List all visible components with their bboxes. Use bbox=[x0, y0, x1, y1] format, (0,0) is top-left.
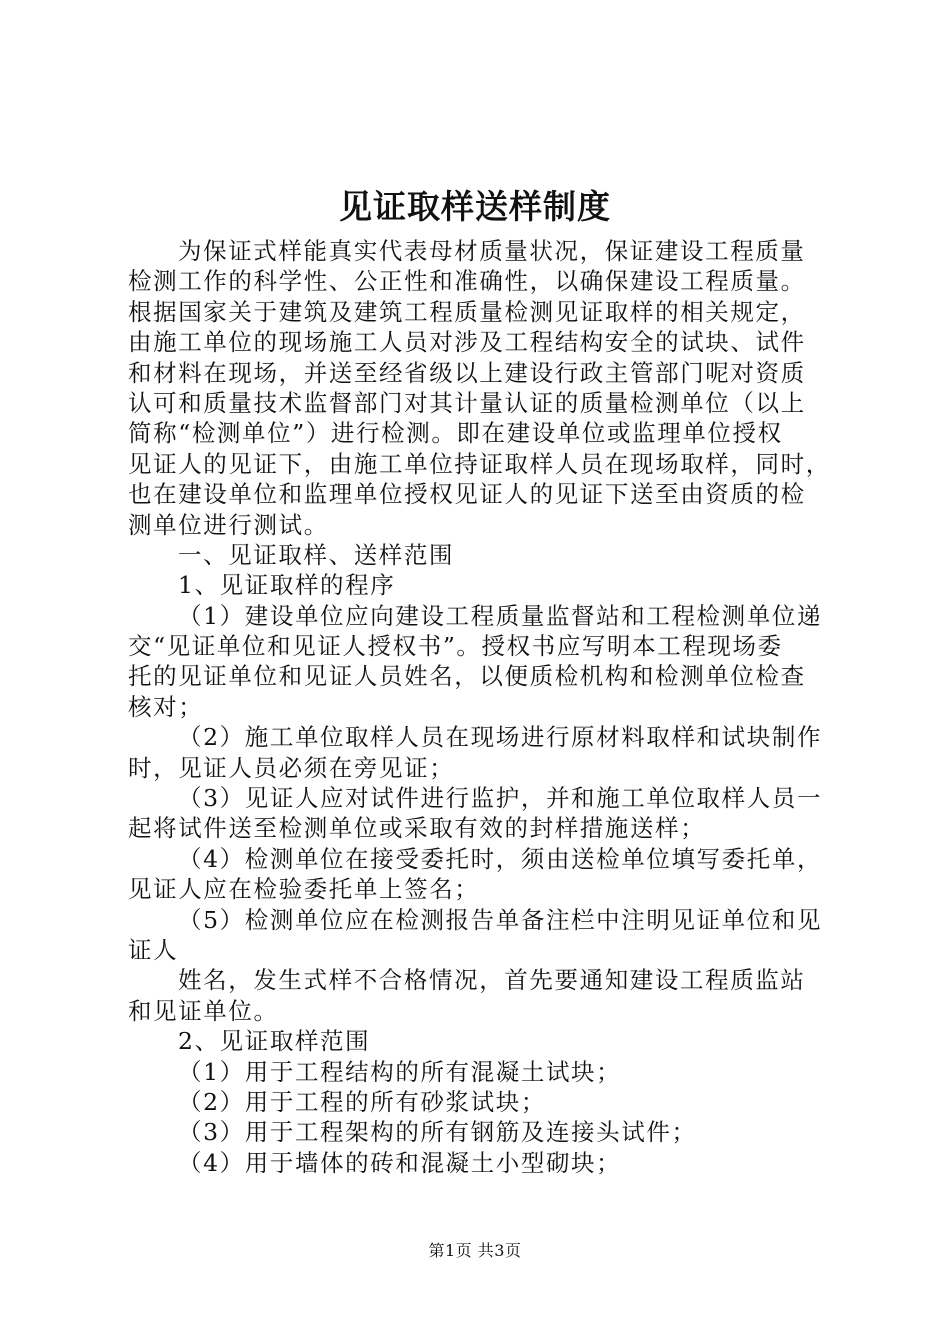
list-item-line: （4）用于墙体的砖和混凝土小型砌块； bbox=[178, 1148, 622, 1177]
list-item-line: （5）检测单位应在检测报告单备注栏中注明见证单位和见 bbox=[178, 905, 823, 934]
paragraph-line: 和材料在现场，并送至经省级以上建设行政主管部门呢对资质 bbox=[128, 358, 806, 387]
paragraph-line: 简称“检测单位”）进行检测。即在建设单位或监理单位授权 bbox=[128, 419, 783, 448]
paragraph-line: 由施工单位的现场施工人员对涉及工程结构安全的试块、试件 bbox=[128, 328, 806, 357]
list-item-line: （2）用于工程的所有砂浆试块； bbox=[178, 1087, 546, 1116]
list-item-line: （3）见证人应对试件进行监护，并和施工单位取样人员一 bbox=[178, 784, 823, 813]
list-item-line: （3）用于工程架构的所有钢筋及连接头试件； bbox=[178, 1118, 697, 1147]
list-item-line: 证人 bbox=[128, 935, 179, 964]
list-item-line: 托的见证单位和见证人员姓名，以便质检机构和检测单位检查 bbox=[128, 662, 806, 691]
list-item-line: （4）检测单位在接受委托时，须由送检单位填写委托单， bbox=[178, 844, 823, 873]
subsection-heading: 1、见证取样的程序 bbox=[178, 571, 396, 600]
document-title: 见证取样送样制度 bbox=[339, 187, 611, 226]
page-footer: 第1页 共3页 bbox=[428, 1241, 522, 1260]
paragraph-line: 根据国家关于建筑及建筑工程质量检测见证取样的相关规定， bbox=[128, 297, 806, 326]
list-item-line: 核对； bbox=[128, 692, 204, 721]
list-item-line: 见证人应在检验委托单上签名； bbox=[128, 875, 480, 904]
list-item-line: （1）建设单位应向建设工程质量监督站和工程检测单位递 bbox=[178, 601, 823, 630]
subsection-heading: 2、见证取样范围 bbox=[178, 1027, 371, 1056]
document-body bbox=[128, 236, 840, 1178]
paragraph-line: 认可和质量技术监督部门对其计量认证的质量检测单位（以上 bbox=[128, 388, 806, 417]
section-heading: 一、见证取样、送样范围 bbox=[178, 540, 455, 569]
paragraph-line: 检测工作的科学性、公正性和准确性，以确保建设工程质量。 bbox=[128, 267, 806, 296]
list-item-line: 和见证单位。 bbox=[128, 996, 279, 1025]
paragraph-line: 也在建设单位和监理单位授权见证人的见证下送至由资质的检 bbox=[128, 480, 806, 509]
list-item-line: 交“见证单位和见证人授权书”。授权书应写明本工程现场委 bbox=[128, 632, 783, 661]
list-item-line: 起将试件送至检测单位或采取有效的封样措施送样； bbox=[128, 814, 706, 843]
paragraph-line: 测单位进行测试。 bbox=[128, 510, 329, 539]
paragraph-line: 为保证式样能真实代表母材质量状况，保证建设工程质量 bbox=[178, 237, 806, 265]
list-item-line: （1）用于工程结构的所有混凝土试块； bbox=[178, 1057, 622, 1086]
list-item-line: 姓名，发生式样不合格情况，首先要通知建设工程质监站 bbox=[178, 966, 806, 995]
list-item-line: （2）施工单位取样人员在现场进行原材料取样和试块制作 bbox=[178, 723, 823, 752]
paragraph-line: 见证人的见证下，由施工单位持证取样人员在现场取样，同时， bbox=[128, 449, 831, 478]
list-item-line: 时，见证人员必须在旁见证； bbox=[128, 753, 455, 782]
